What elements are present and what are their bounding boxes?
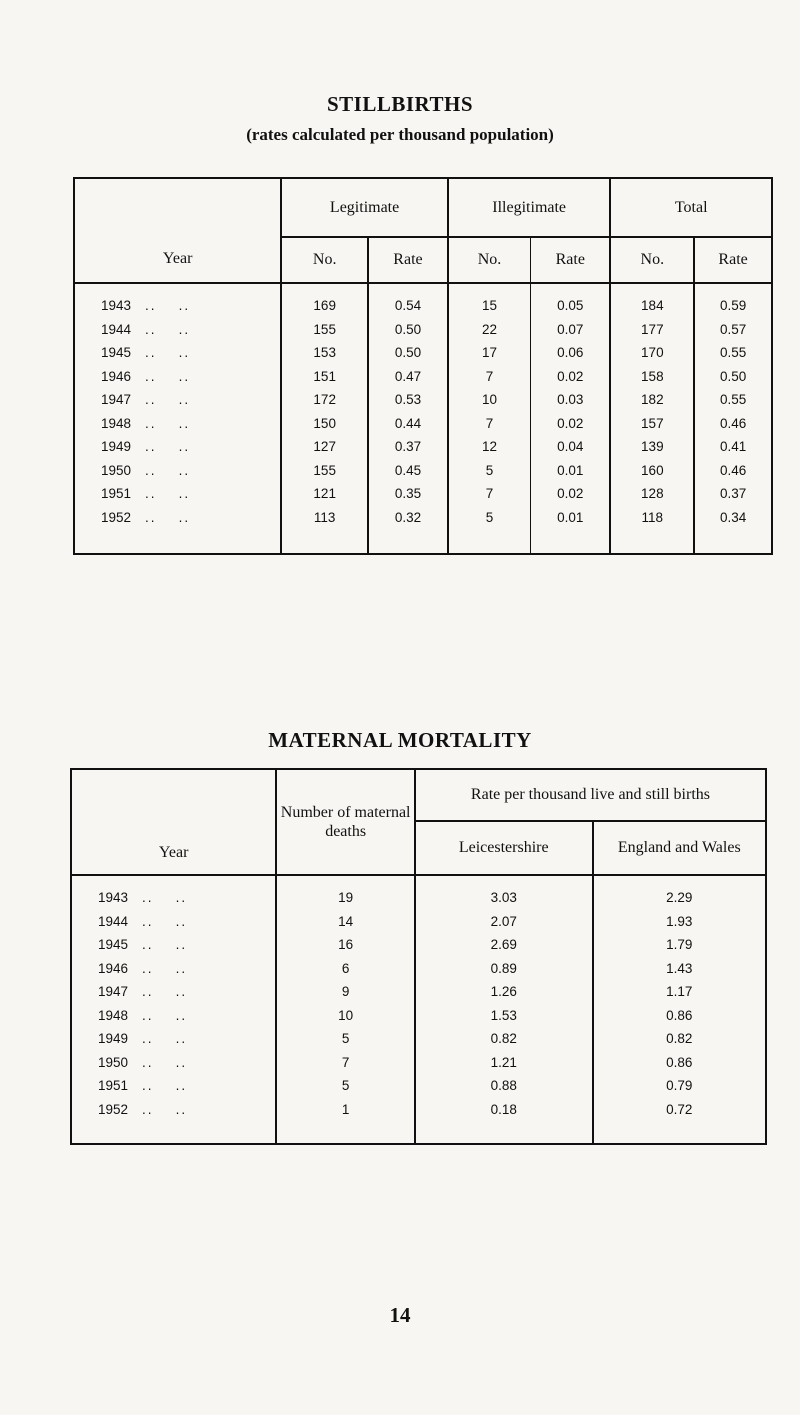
illegitimate-no-cell: 7	[448, 482, 531, 506]
leader-dots: ..	[178, 392, 191, 408]
legitimate-rate-cell: 0.37	[368, 435, 448, 459]
maternal-deaths-cell: 1	[276, 1098, 415, 1145]
table-row	[71, 1074, 766, 1098]
total-header: Total	[610, 178, 772, 237]
maternal-deaths-cell: 7	[276, 1051, 415, 1075]
illegitimate-rate-cell: 0.02	[531, 365, 611, 389]
illegitimate-no-cell: 22	[448, 318, 531, 342]
leader-dots: ..	[142, 960, 154, 976]
year-value: 1950	[98, 1054, 129, 1070]
page-number: 14	[389, 1303, 411, 1327]
total-rate-cell: 0.46	[694, 459, 772, 483]
maternal-title: MATERNAL MORTALITY	[268, 728, 532, 752]
illegitimate-rate-cell: 0.01	[531, 506, 611, 555]
legitimate-no-cell: 155	[281, 459, 368, 483]
year-cell	[74, 341, 281, 365]
leader-dots: ..	[145, 298, 157, 314]
legitimate-rate-cell: 0.35	[368, 482, 448, 506]
year-value: 1947	[98, 984, 129, 1000]
illegitimate-rate-cell: 0.06	[531, 341, 611, 365]
leader-dots: ..	[142, 1007, 154, 1023]
leader-dots: ..	[145, 392, 157, 408]
maternal-deaths-cell: 16	[276, 933, 415, 957]
table-row	[74, 482, 772, 506]
table-row	[71, 910, 766, 934]
leader-dots: ..	[178, 486, 191, 502]
england-wales-rate-cell: 0.82	[593, 1027, 766, 1051]
year-value: 1945	[101, 345, 132, 361]
year-cell	[71, 1027, 276, 1051]
illegitimate-no-cell: 5	[448, 459, 531, 483]
leader-dots: ..	[145, 415, 157, 431]
legitimate-rate-cell: 0.50	[368, 341, 448, 365]
total-rate-cell: 0.46	[694, 412, 772, 436]
leader-dots: ..	[142, 1031, 154, 1047]
leader-dots: ..	[175, 1007, 188, 1023]
stillbirths-title: STILLBIRTHS	[327, 92, 473, 116]
year-value: 1948	[98, 1007, 129, 1023]
maternal-deaths-header: Number of maternal deaths	[276, 769, 415, 875]
year-cell	[74, 459, 281, 483]
leicestershire-rate-cell: 2.69	[415, 933, 593, 957]
maternal-deaths-cell: 5	[276, 1074, 415, 1098]
england-wales-rate-cell: 1.79	[593, 933, 766, 957]
illegitimate-rate-cell: 0.01	[531, 459, 611, 483]
year-value: 1944	[98, 913, 129, 929]
illegitimate-rate-cell: 0.02	[531, 482, 611, 506]
england-wales-rate-cell: 1.43	[593, 957, 766, 981]
leader-dots: ..	[175, 960, 188, 976]
year-value: 1950	[101, 462, 132, 478]
legitimate-rate-cell: 0.32	[368, 506, 448, 555]
legitimate-no-cell: 127	[281, 435, 368, 459]
table-row	[74, 365, 772, 389]
leader-dots: ..	[178, 345, 191, 361]
table-row	[74, 318, 772, 342]
leader-dots: ..	[145, 462, 157, 478]
legitimate-header: Legitimate	[281, 178, 448, 237]
leader-dots: ..	[175, 1078, 188, 1094]
leader-dots: ..	[178, 368, 191, 384]
legitimate-rate-cell: 0.50	[368, 318, 448, 342]
legitimate-no-cell: 150	[281, 412, 368, 436]
maternal-deaths-cell: 9	[276, 980, 415, 1004]
legitimate-no-cell: 113	[281, 506, 368, 555]
illegitimate-no-header: No.	[448, 237, 531, 283]
table-row	[74, 459, 772, 483]
maternal-deaths-cell: 19	[276, 875, 415, 910]
leader-dots: ..	[175, 1054, 188, 1070]
year-cell	[71, 1051, 276, 1075]
legitimate-no-cell: 151	[281, 365, 368, 389]
maternal-deaths-cell: 10	[276, 1004, 415, 1028]
total-no-cell: 118	[610, 506, 694, 555]
year-value: 1946	[98, 960, 129, 976]
total-rate-cell: 0.55	[694, 341, 772, 365]
illegitimate-rate-cell: 0.04	[531, 435, 611, 459]
illegitimate-rate-cell: 0.07	[531, 318, 611, 342]
legitimate-no-header: No.	[281, 237, 368, 283]
legitimate-rate-cell: 0.53	[368, 388, 448, 412]
leader-dots: ..	[178, 462, 191, 478]
leicestershire-rate-cell: 1.53	[415, 1004, 593, 1028]
illegitimate-no-cell: 7	[448, 412, 531, 436]
england-wales-header: England and Wales	[593, 821, 766, 875]
legitimate-rate-cell: 0.54	[368, 283, 448, 318]
leader-dots: ..	[142, 1078, 154, 1094]
leader-dots: ..	[145, 509, 157, 525]
england-wales-rate-cell: 1.93	[593, 910, 766, 934]
leader-dots: ..	[175, 913, 188, 929]
total-rate-cell: 0.59	[694, 283, 772, 318]
total-no-cell: 184	[610, 283, 694, 318]
maternal-deaths-cell: 5	[276, 1027, 415, 1051]
leicestershire-rate-cell: 1.21	[415, 1051, 593, 1075]
year-value: 1951	[98, 1078, 129, 1094]
year-cell	[71, 1004, 276, 1028]
table-row	[74, 412, 772, 436]
illegitimate-no-cell: 7	[448, 365, 531, 389]
leader-dots: ..	[178, 321, 191, 337]
england-wales-rate-cell: 0.72	[593, 1098, 766, 1145]
table-row	[71, 1027, 766, 1051]
stillbirths-subtitle: (rates calculated per thousand population)	[246, 125, 554, 144]
year-cell	[74, 283, 281, 318]
table-row	[71, 875, 766, 910]
total-rate-header: Rate	[694, 237, 772, 283]
legitimate-rate-cell: 0.45	[368, 459, 448, 483]
leader-dots: ..	[175, 984, 188, 1000]
leader-dots: ..	[175, 1031, 188, 1047]
legitimate-no-cell: 121	[281, 482, 368, 506]
illegitimate-rate-cell: 0.02	[531, 412, 611, 436]
year-value: 1943	[101, 298, 132, 314]
leader-dots: ..	[142, 913, 154, 929]
leader-dots: ..	[175, 1101, 188, 1117]
leader-dots: ..	[145, 486, 157, 502]
leicestershire-rate-cell: 0.89	[415, 957, 593, 981]
total-no-cell: 139	[610, 435, 694, 459]
illegitimate-header: Illegitimate	[448, 178, 611, 237]
england-wales-rate-cell: 0.79	[593, 1074, 766, 1098]
table-row	[71, 980, 766, 1004]
year-cell	[74, 435, 281, 459]
leader-dots: ..	[142, 890, 154, 906]
total-rate-cell: 0.57	[694, 318, 772, 342]
illegitimate-no-cell: 10	[448, 388, 531, 412]
leader-dots: ..	[142, 1101, 154, 1117]
year-value: 1952	[98, 1101, 129, 1117]
year-cell	[74, 365, 281, 389]
year-cell	[71, 957, 276, 981]
mm-year-header: Year	[71, 769, 276, 875]
leicestershire-rate-cell: 2.07	[415, 910, 593, 934]
leicestershire-rate-cell: 0.18	[415, 1098, 593, 1145]
total-rate-cell: 0.34	[694, 506, 772, 555]
year-cell	[74, 482, 281, 506]
leader-dots: ..	[175, 937, 188, 953]
total-no-cell: 177	[610, 318, 694, 342]
year-cell	[71, 1098, 276, 1145]
year-cell	[74, 506, 281, 555]
total-no-cell: 128	[610, 482, 694, 506]
year-cell	[71, 910, 276, 934]
england-wales-rate-cell: 2.29	[593, 875, 766, 910]
year-value: 1946	[101, 368, 132, 384]
leader-dots: ..	[142, 1054, 154, 1070]
table-row	[74, 283, 772, 318]
illegitimate-rate-header: Rate	[531, 237, 611, 283]
leader-dots: ..	[175, 890, 188, 906]
england-wales-rate-cell: 0.86	[593, 1004, 766, 1028]
illegitimate-no-cell: 15	[448, 283, 531, 318]
total-rate-cell: 0.50	[694, 365, 772, 389]
total-no-header: No.	[610, 237, 694, 283]
england-wales-rate-cell: 0.86	[593, 1051, 766, 1075]
year-value: 1944	[101, 321, 132, 337]
illegitimate-rate-cell: 0.05	[531, 283, 611, 318]
year-value: 1948	[101, 415, 132, 431]
table-row	[74, 435, 772, 459]
england-wales-rate-cell: 1.17	[593, 980, 766, 1004]
stillbirths-table	[73, 177, 773, 555]
total-no-cell: 160	[610, 459, 694, 483]
table-row	[74, 388, 772, 412]
legitimate-no-cell: 172	[281, 388, 368, 412]
year-value: 1951	[101, 486, 132, 502]
table-row	[71, 933, 766, 957]
year-cell	[74, 318, 281, 342]
table-row	[74, 506, 772, 555]
year-cell	[71, 875, 276, 910]
leader-dots: ..	[142, 984, 154, 1000]
leader-dots: ..	[145, 321, 157, 337]
leicestershire-rate-cell: 3.03	[415, 875, 593, 910]
total-rate-cell: 0.41	[694, 435, 772, 459]
leader-dots: ..	[178, 415, 191, 431]
legitimate-rate-cell: 0.47	[368, 365, 448, 389]
table-row	[71, 1098, 766, 1145]
table-row	[71, 1051, 766, 1075]
year-cell	[74, 412, 281, 436]
total-no-cell: 182	[610, 388, 694, 412]
illegitimate-no-cell: 5	[448, 506, 531, 555]
year-cell	[71, 933, 276, 957]
leader-dots: ..	[178, 509, 191, 525]
maternal-deaths-cell: 14	[276, 910, 415, 934]
leader-dots: ..	[178, 298, 191, 314]
year-cell	[71, 980, 276, 1004]
table-row	[71, 957, 766, 981]
rate-per-thousand-header: Rate per thousand live and still births	[415, 769, 766, 821]
maternal-mortality-table	[70, 768, 767, 1145]
year-header: Year	[74, 178, 281, 283]
leader-dots: ..	[142, 937, 154, 953]
illegitimate-rate-cell: 0.03	[531, 388, 611, 412]
leader-dots: ..	[145, 345, 157, 361]
total-no-cell: 157	[610, 412, 694, 436]
illegitimate-no-cell: 12	[448, 435, 531, 459]
legitimate-rate-header: Rate	[368, 237, 448, 283]
legitimate-rate-cell: 0.44	[368, 412, 448, 436]
leicestershire-header: Leicestershire	[415, 821, 593, 875]
legitimate-no-cell: 169	[281, 283, 368, 318]
legitimate-no-cell: 153	[281, 341, 368, 365]
table-row	[71, 1004, 766, 1028]
total-rate-cell: 0.37	[694, 482, 772, 506]
leicestershire-rate-cell: 1.26	[415, 980, 593, 1004]
total-no-cell: 170	[610, 341, 694, 365]
leader-dots: ..	[145, 439, 157, 455]
year-value: 1945	[98, 937, 129, 953]
year-cell	[71, 1074, 276, 1098]
year-value: 1943	[98, 890, 129, 906]
year-cell	[74, 388, 281, 412]
year-value: 1949	[98, 1031, 129, 1047]
year-value: 1952	[101, 509, 132, 525]
leicestershire-rate-cell: 0.82	[415, 1027, 593, 1051]
maternal-deaths-cell: 6	[276, 957, 415, 981]
year-value: 1949	[101, 439, 132, 455]
legitimate-no-cell: 155	[281, 318, 368, 342]
leader-dots: ..	[178, 439, 191, 455]
year-value: 1947	[101, 392, 132, 408]
illegitimate-no-cell: 17	[448, 341, 531, 365]
total-no-cell: 158	[610, 365, 694, 389]
table-row	[74, 341, 772, 365]
total-rate-cell: 0.55	[694, 388, 772, 412]
leicestershire-rate-cell: 0.88	[415, 1074, 593, 1098]
leader-dots: ..	[145, 368, 157, 384]
